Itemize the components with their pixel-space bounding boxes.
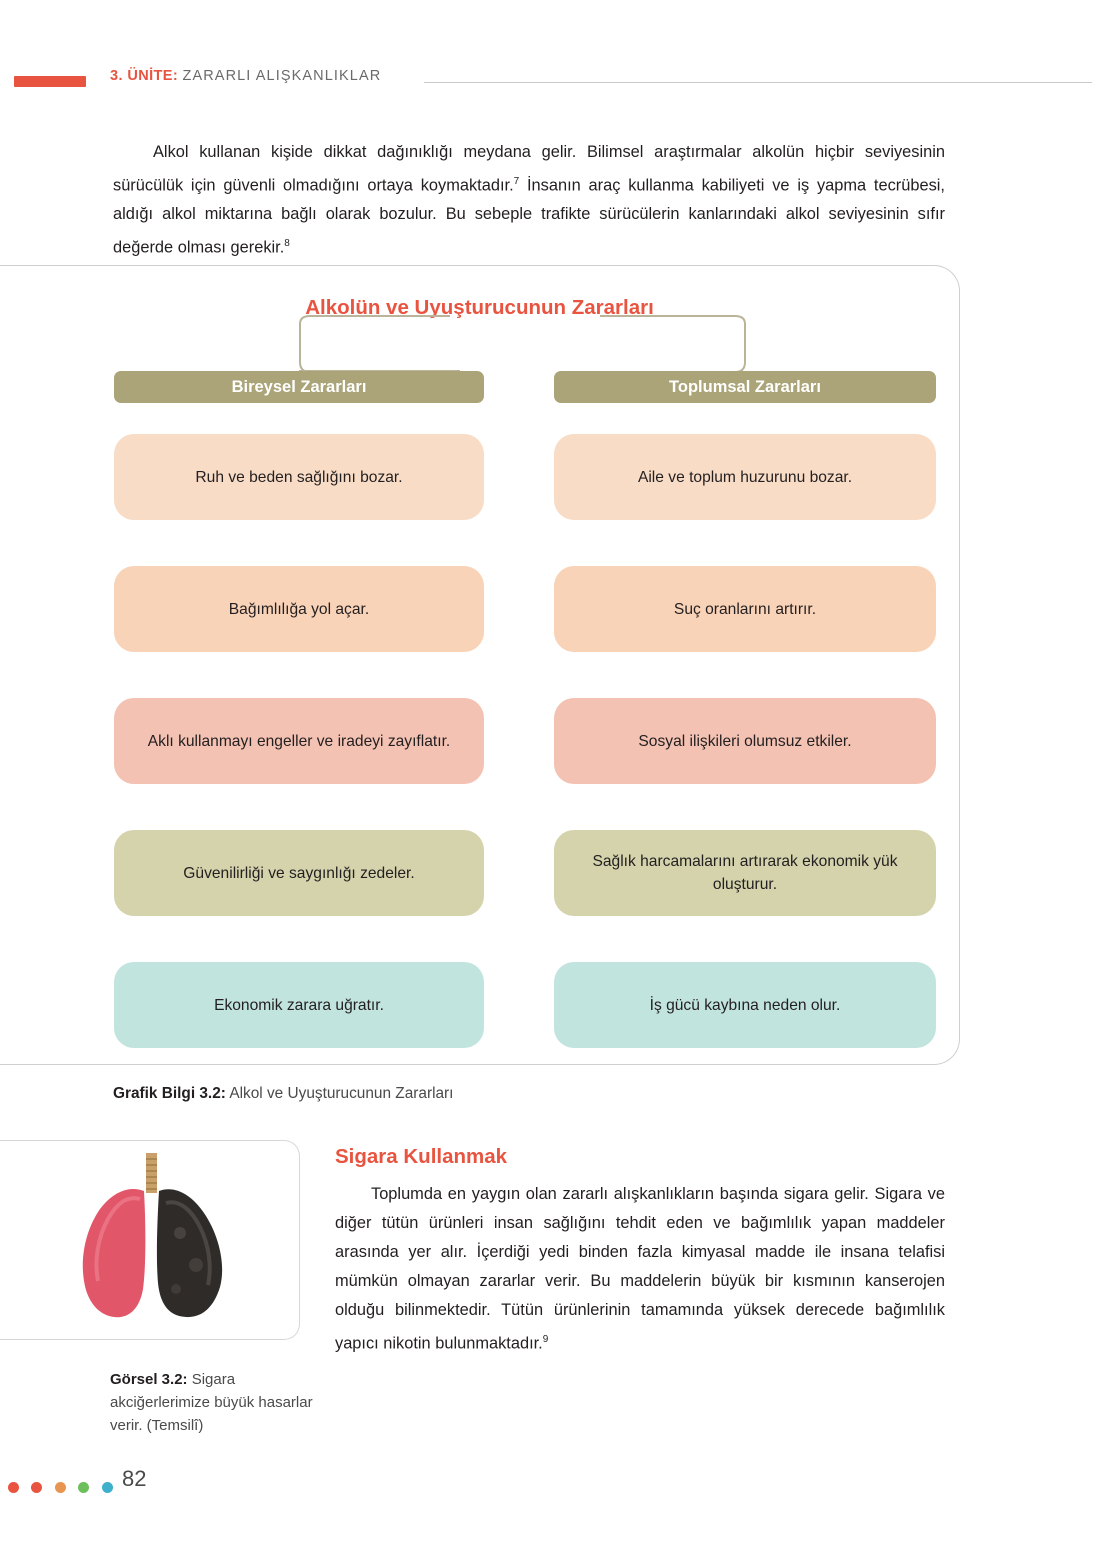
footer-dot-3 <box>55 1482 66 1493</box>
node-individual-3: Aklı kullanmayı engeller ve iradeyi zayıflatır. <box>114 698 484 784</box>
node-individual-2: Bağımlılığa yol açar. <box>114 566 484 652</box>
figure-caption <box>110 1368 320 1437</box>
graphic-caption-text: Alkol ve Uyuşturucunun Zararları <box>229 1085 454 1102</box>
figure-caption-label: Görsel 3.2: <box>110 1371 188 1388</box>
lungs-illustration-icon <box>0 1141 300 1340</box>
footer-dots <box>8 1480 121 1498</box>
node-social-4: Sağlık harcamalarını artırarak ekonomik yük oluşturur. <box>554 830 936 916</box>
node-individual-1: Ruh ve beden sağlığını bozar. <box>114 434 484 520</box>
graphic-caption <box>113 1085 453 1103</box>
unit-number: 3. ÜNİTE: <box>110 68 179 84</box>
node-individual-5: Ekonomik zarara uğratır. <box>114 962 484 1048</box>
figure-caption-text: Sigara akciğerlerimize büyük hasarlar verir. (Temsilî) <box>110 1371 313 1434</box>
section-body: Toplumda en yaygın olan zararlı alışkanlıkların başında sigara gelir. Sigara ve diğer tütün ürünleri insan sağlığını tehdit eden ve bağımlılık yapan maddeler arasında yer alır. İçerdiği yedi binden fazla kimyasal madde ile insana telafisi mümkün olmayan zararlar verir. Bu maddelerin büyük bir kısmının kanserojen olduğu bilinmektedir. Tütün ürünlerinin tamamında yüksek derecede bağımlılık yapıcı nikotin bulunmaktadır.$^9$ <box>335 1185 945 1353</box>
node-social-3: Sosyal ilişkileri olumsuz etkiler. <box>554 698 936 784</box>
figure-card <box>0 1140 300 1340</box>
node-social-2: Suç oranlarını artırır. <box>554 566 936 652</box>
footer-dot-2 <box>31 1482 42 1493</box>
unit-breadcrumb <box>110 68 381 84</box>
column-header-individual: Bireysel Zararları <box>114 371 484 403</box>
graphic-caption-label: Grafik Bilgi 3.2: <box>113 1085 226 1102</box>
footer-dot-1 <box>8 1482 19 1493</box>
header-accent-bar <box>14 76 86 87</box>
node-social-1: Aile ve toplum huzurunu bozar. <box>554 434 936 520</box>
node-individual-4: Güvenilirliği ve saygınlığı zedeler. <box>114 830 484 916</box>
graphic-info-box <box>0 265 960 1065</box>
section-title: Sigara Kullanmak <box>335 1145 508 1168</box>
unit-name: ZARARLI ALIŞKANLIKLAR <box>182 68 382 84</box>
graphic-title: Alkolün ve Uyuşturucunun Zararları <box>305 296 654 319</box>
intro-paragraph: Alkol kullanan kişide dikkat dağınıklığı meydana gelir. Bilimsel araştırmalar alkolün hiçbir seviyesinin sürücülük için güvenli olmadığını ortaya koymaktadır.$^7$ İnsanın araç kullanma kabiliyeti ve iş yapma tecrübesi, aldığı alkol miktarına bağlı olarak bozulur. Bu sebeple trafikte sürücülerin kanlarındaki alkol seviyesinin sıfır değerde olması gerekir.$^8$ <box>113 143 945 257</box>
node-social-5: İş gücü kaybına neden olur. <box>554 962 936 1048</box>
footer-dot-4 <box>78 1482 89 1493</box>
page-number: 82 <box>122 1466 147 1491</box>
page-header <box>0 68 1106 102</box>
footer-dot-5 <box>102 1482 113 1493</box>
header-divider <box>424 82 1092 83</box>
column-header-social: Toplumsal Zararları <box>554 371 936 403</box>
